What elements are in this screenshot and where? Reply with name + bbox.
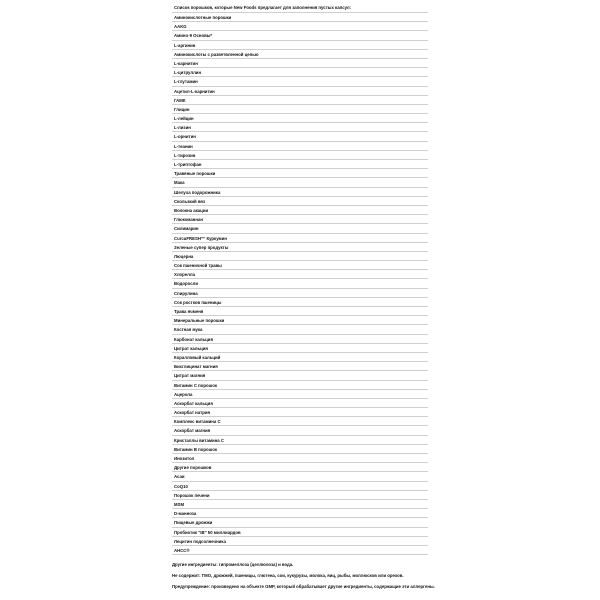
list-item: AHCC® (172, 546, 428, 555)
list-item: Коралловый кальций (172, 353, 428, 362)
list-item: L-глутамин (172, 77, 428, 86)
list-item: Скользкий вяз (172, 197, 428, 206)
list-item: Водоросли (172, 279, 428, 288)
list-item: Аскорбат кальция (172, 399, 428, 408)
list-item: Витамин С порошок (172, 381, 428, 390)
list-item: Силимарин (172, 224, 428, 233)
powder-list (172, 13, 428, 555)
list-item: Спирулина (172, 289, 428, 298)
list-item: Карбонат кальция (172, 335, 428, 344)
list-item: Бисглицинат магния (172, 362, 428, 371)
list-item: Инозитол (172, 454, 428, 463)
list-item: L-лизин (172, 123, 428, 132)
list-item: Кристаллы витамина С (172, 436, 428, 445)
list-item: Аминокислоты с разветвленной цепью (172, 50, 428, 59)
list-item: Люцерна (172, 252, 428, 261)
list-item: Цитрат магния (172, 371, 428, 380)
notes-section (172, 559, 435, 592)
allergen-free-note: Не содержит: ГМО, дрожжей, пшеницы, глютена, сои, кукурузы, молока, яиц, рыбы, моллюсков или орехов. (172, 573, 404, 579)
document-header: Список порошков, которые New Foods предлагает для заполнения пустых капсул: (172, 3, 428, 13)
list-item: Мака (172, 178, 428, 187)
list-item: Трава ячменя (172, 307, 428, 316)
list-item: D-манноза (172, 509, 428, 518)
list-item: Хлорелла (172, 270, 428, 279)
list-item: L-орнитин (172, 132, 428, 141)
list-item: Волокна акации (172, 206, 428, 215)
list-item: MSM (172, 500, 428, 509)
list-item: Ацетил-L-карнитин (172, 87, 428, 96)
list-item: Пищевые дрожжи (172, 518, 428, 527)
other-ingredients-note: Другие ингредиенты: гипромеллоза (целлюлоза) и вода. (172, 562, 294, 568)
list-item: Цитрат кальция (172, 344, 428, 353)
list-item: L-цитруллин (172, 68, 428, 77)
list-item: Глюкоманнан (172, 215, 428, 224)
list-item: Аминокислотные порошки (172, 13, 428, 22)
list-item: Сок пшеничной травы (172, 261, 428, 270)
list-item: Порошок печени (172, 491, 428, 500)
list-item: Травяные порошки (172, 169, 428, 178)
list-item: Минеральные порошки (172, 316, 428, 325)
list-item: AAKG (172, 22, 428, 31)
list-item: Аскорбат магния (172, 426, 428, 435)
list-item: Лецитин подсолнечника (172, 537, 428, 546)
list-item: L-аргинин (172, 41, 428, 50)
list-item: CoQ10 (172, 482, 428, 491)
list-item: Сок ростков пшеницы (172, 298, 428, 307)
list-item: Ацерола (172, 390, 428, 399)
list-item: Другие порошков (172, 463, 428, 472)
list-item: L-триптофан (172, 160, 428, 169)
list-item: Комплекс витамина С (172, 417, 428, 426)
list-item: L-тирозин (172, 151, 428, 160)
list-item: Глицин (172, 105, 428, 114)
list-item: Аскорбат натрия (172, 408, 428, 417)
list-item: CurcuFRESH™ Куркумин (172, 234, 428, 243)
list-item: L-теанин (172, 142, 428, 151)
list-item: Костная мука (172, 325, 428, 334)
list-item: Витамин В порошок (172, 445, 428, 454)
list-item: L-лейцин (172, 114, 428, 123)
list-item: L-карнитин (172, 59, 428, 68)
list-item: Шелуха подорожника (172, 188, 428, 197)
list-item: Асаи (172, 472, 428, 481)
list-item: Зеленые супер продукты (172, 243, 428, 252)
document (172, 0, 435, 592)
list-item: ГАМК (172, 96, 428, 105)
warning-note: Предупреждение: произведено на объекте GMP, который обрабатывает другие ингредиенты, содержащие эти аллергены. (172, 584, 435, 590)
list-item: Пробиотик "IB" 50 миллиардов (172, 528, 428, 537)
list-item: Амино-9 Основы* (172, 31, 428, 40)
